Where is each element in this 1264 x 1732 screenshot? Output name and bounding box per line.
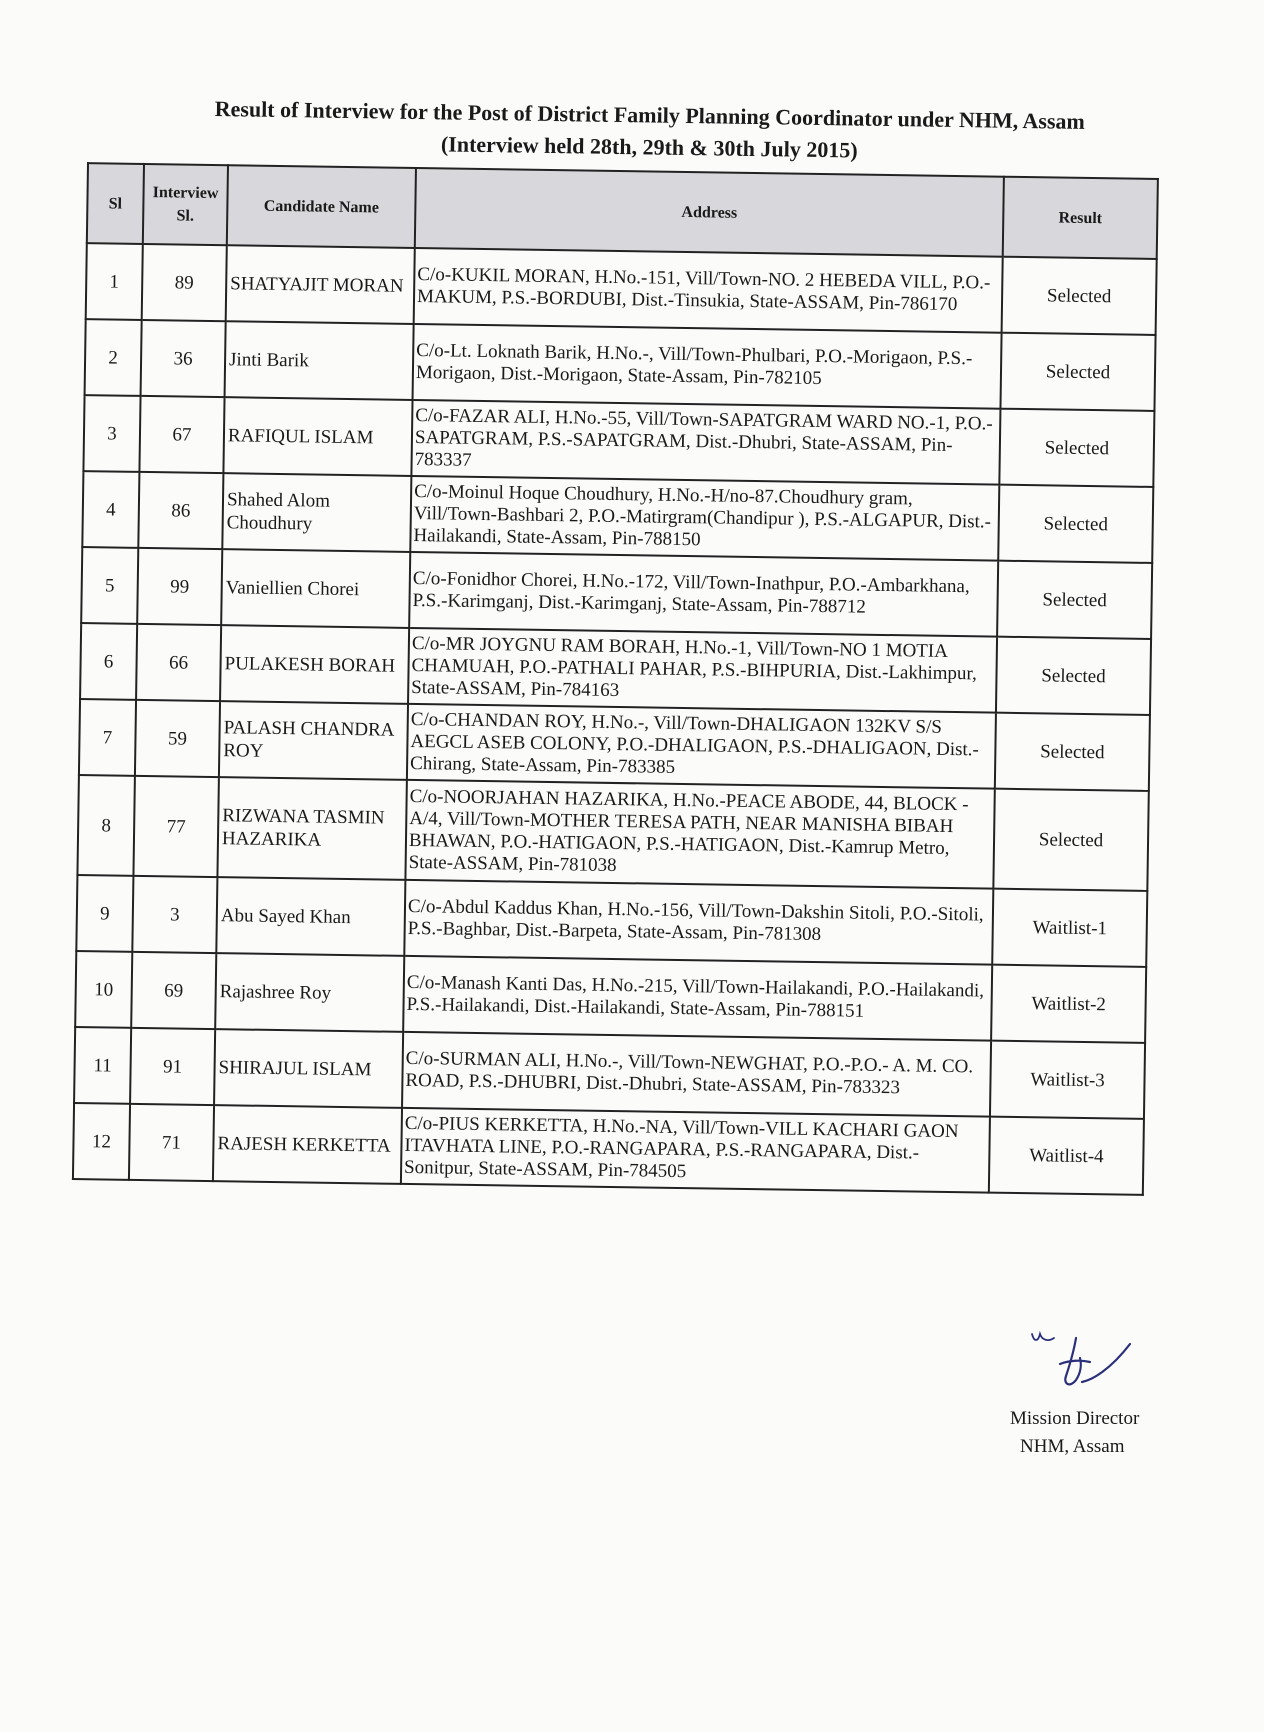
cell-address: C/o-Moinul Hoque Choudhury, H.No.-H/no-87.Choudhury gram, Vill/Town-Bashbari 2, P.O.-Matirgram(Chandipur ), P.S.-ALGAPUR, Dist.-Hailakandi, State-Assam, Pin-788150 xyxy=(410,476,999,561)
cell-interview-sl: 36 xyxy=(141,320,226,397)
cell-candidate-name: PALASH CHANDRA ROY xyxy=(219,701,408,780)
signatory-title: Mission Director xyxy=(1010,1408,1140,1429)
cell-address: C/o-Lt. Loknath Barik, H.No.-, Vill/Town-Phulbari, P.O.-Morigaon, P.S.-Morigaon, Dist.-Morigaon, State-Assam, Pin-782105 xyxy=(413,324,1002,409)
cell-candidate-name: RIZWANA TASMIN HAZARIKA xyxy=(217,777,406,880)
cell-sl: 8 xyxy=(77,775,134,876)
cell-interview-sl: 59 xyxy=(135,700,220,777)
cell-candidate-name: Rajashree Roy xyxy=(215,953,404,1032)
cell-result: Waitlist-1 xyxy=(992,889,1147,967)
cell-candidate-name: SHATYAJIT MORAN xyxy=(226,245,415,324)
cell-candidate-name: RAJESH KERKETTA xyxy=(213,1105,402,1184)
cell-candidate-name: Abu Sayed Khan xyxy=(216,877,405,956)
cell-address: C/o-FAZAR ALI, H.No.-55, Vill/Town-SAPATGRAM WARD NO.-1, P.O.-SAPATGRAM, P.S.-SAPATGRAM, Dist.-Dhubri, State-ASSAM, Pin-783337 xyxy=(411,400,1000,485)
cell-candidate-name: PULAKESH BORAH xyxy=(220,625,409,704)
cell-sl: 12 xyxy=(73,1103,130,1180)
cell-address: C/o-Abdul Kaddus Khan, H.No.-156, Vill/Town-Dakshin Sitoli, P.O.-Sitoli, P.S.-Baghbar, Dist.-Barpeta, State-Assam, Pin-781308 xyxy=(404,880,993,965)
cell-interview-sl: 71 xyxy=(129,1104,214,1181)
cell-candidate-name: RAFIQUL ISLAM xyxy=(223,397,412,476)
cell-result: Selected xyxy=(993,789,1148,891)
cell-address: C/o-Manash Kanti Das, H.No.-215, Vill/Town-Hailakandi, P.O.-Hailakandi, P.S.-Hailakandi, Dist.-Hailakandi, State-Assam, Pin-788151 xyxy=(403,956,992,1041)
cell-result: Selected xyxy=(999,409,1154,487)
cell-interview-sl: 66 xyxy=(136,624,221,701)
cell-interview-sl: 69 xyxy=(131,952,216,1029)
cell-candidate-name: Vaniellien Chorei xyxy=(221,549,410,628)
cell-interview-sl: 77 xyxy=(133,776,218,877)
cell-sl: 3 xyxy=(83,395,140,472)
cell-sl: 10 xyxy=(75,951,132,1028)
document-subtitle: (Interview held 28th, 29th & 30th July 2015) xyxy=(440,131,858,163)
cell-address: C/o-PIUS KERKETTA, H.No.-NA, Vill/Town-VILL KACHARI GAON ITAVHATA LINE, P.O.-RANGAPARA, P.S.-RANGAPARA, Dist.-Sonitpur, State-ASSAM, Pin-784505 xyxy=(401,1108,990,1193)
cell-candidate-name: SHIRAJUL ISLAM xyxy=(214,1029,403,1108)
cell-sl: 11 xyxy=(74,1027,131,1104)
cell-sl: 7 xyxy=(79,699,136,776)
cell-interview-sl: 86 xyxy=(138,472,223,549)
cell-result: Waitlist-2 xyxy=(991,965,1146,1043)
header-interview-sl: Interview Sl. xyxy=(143,164,228,245)
header-sl: Sl xyxy=(87,163,144,244)
cell-address: C/o-Fonidhor Chorei, H.No.-172, Vill/Town-Inathpur, P.O.-Ambarkhana, P.S.-Karimganj, Dist.-Karimganj, State-Assam, Pin-788712 xyxy=(409,552,998,637)
cell-interview-sl: 91 xyxy=(130,1028,215,1105)
cell-sl: 5 xyxy=(81,547,138,624)
header-address: Address xyxy=(415,168,1004,257)
header-result: Result xyxy=(1003,177,1158,259)
cell-result: Selected xyxy=(1002,257,1157,335)
results-table xyxy=(72,162,1159,1196)
cell-address: C/o-KUKIL MORAN, H.No.-151, Vill/Town-NO. 2 HEBEDA VILL, P.O.-MAKUM, P.S.-BORDUBI, Dist.-Tinsukia, State-ASSAM, Pin-786170 xyxy=(414,248,1003,333)
cell-result: Selected xyxy=(1000,333,1155,411)
cell-address: C/o-NOORJAHAN HAZARIKA, H.No.-PEACE ABODE, 44, BLOCK -A/4, Vill/Town-MOTHER TERESA PATH, NEAR MANISHA BIBAH BHAWAN, P.O.-HATIGAON, P.S.-HATIGAON, Dist.-Kamrup Metro, State-ASSAM, Pin-781038 xyxy=(405,780,994,889)
cell-interview-sl: 67 xyxy=(139,396,224,473)
cell-address: C/o-SURMAN ALI, H.No.-, Vill/Town-NEWGHAT, P.O.-P.O.- A. M. CO. ROAD, P.S.-DHUBRI, Dist.-Dhubri, State-ASSAM, Pin-783323 xyxy=(402,1032,991,1117)
table-row xyxy=(77,775,1148,891)
cell-result: Selected xyxy=(996,637,1151,715)
cell-address: C/o-CHANDAN ROY, H.No.-, Vill/Town-DHALIGAON 132KV S/S AEGCL ASEB COLONY, P.O.-DHALIGAON, P.S.-DHALIGAON, Dist.-Chirang, State-Assam, Pin-783385 xyxy=(407,704,996,789)
cell-sl: 9 xyxy=(76,875,133,952)
initial-mark-icon xyxy=(1030,1330,1056,1346)
cell-sl: 4 xyxy=(82,471,139,548)
cell-result: Selected xyxy=(997,561,1152,639)
cell-address: C/o-MR JOYGNU RAM BORAH, H.No.-1, Vill/Town-NO 1 MOTIA CHAMUAH, P.O.-PATHALI PAHAR, P.S.-BIHPURIA, Dist.-Lakhimpur, State-ASSAM, Pin-784163 xyxy=(408,628,997,713)
header-candidate-name: Candidate Name xyxy=(227,165,416,248)
signature-block xyxy=(1000,1330,1200,1490)
document-title: Result of Interview for the Post of District Family Planning Coordinator under NHM, Assam xyxy=(214,95,1085,134)
cell-candidate-name: Jinti Barik xyxy=(225,321,414,400)
cell-result: Waitlist-3 xyxy=(990,1041,1145,1119)
cell-sl: 2 xyxy=(85,319,142,396)
signatory-organization: NHM, Assam xyxy=(1020,1436,1125,1457)
cell-candidate-name: Shahed Alom Choudhury xyxy=(222,473,411,552)
cell-sl: 1 xyxy=(86,243,143,320)
table-row xyxy=(73,1103,1144,1195)
cell-sl: 6 xyxy=(80,623,137,700)
cell-result: Waitlist-4 xyxy=(989,1117,1144,1195)
cell-interview-sl: 3 xyxy=(132,876,217,953)
cell-result: Selected xyxy=(995,713,1150,791)
cell-interview-sl: 99 xyxy=(137,548,222,625)
cell-result: Selected xyxy=(998,485,1153,563)
cell-interview-sl: 89 xyxy=(142,244,227,321)
